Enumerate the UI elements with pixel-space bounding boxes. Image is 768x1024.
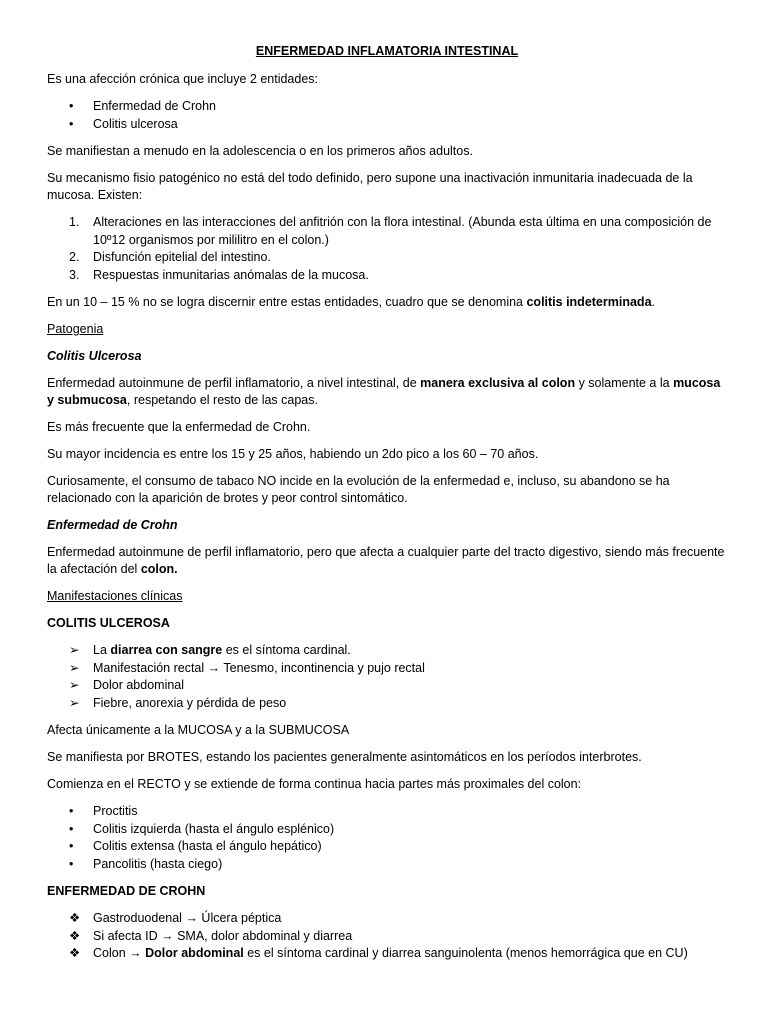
heading-colitis-ulcerosa-caps: COLITIS ULCEROSA (47, 616, 170, 630)
list-item: • Pancolitis (hasta ciego) (47, 856, 727, 874)
cu-symptoms-list (47, 642, 727, 712)
list-item: ➢ Fiebre, anorexia y pérdida de peso (47, 695, 727, 713)
cu-paragraph-4: Curiosamente, el consumo de tabaco NO incide en la evolución de la enfermedad e, incluso, su abandono se ha relacionado con la aparición de brotes y peor control sintomático. (47, 474, 670, 505)
list-item: 1. Alteraciones en las interacciones del anfitrión con la flora intestinal. (Abunda esta última en una composición de 10º12 organismos por mililitro en el colon.) (69, 215, 712, 247)
list-item: ❖ Colon → Dolor abdominal es el síntoma cardinal y diarrea sanguinolenta (menos hemorrágica que en CU) (47, 945, 727, 963)
diamond-bullet-icon: ❖ (69, 946, 81, 960)
list-item: • Colitis extensa (hasta el ángulo hepático) (47, 838, 727, 856)
list-item: 2. Disfunción epitelial del intestino. (47, 249, 727, 267)
intro-paragraph: Es una afección crónica que incluye 2 entidades: (47, 72, 319, 86)
cu-paragraph-7: Comienza en el RECTO y se extiende de forma continua hacia partes más proximales del colon: (47, 777, 582, 791)
bullet-icon: • (69, 839, 74, 853)
heading-patogenia: Patogenia (47, 322, 104, 336)
list-item: ➢ Manifestación rectal → Tenesmo, incontinencia y pujo rectal (47, 660, 727, 678)
crohn-paragraph-1: Enfermedad autoinmune de perfil inflamatorio, pero que afecta a cualquier parte del tracto digestivo, siendo más frecuente la afectación del colon. (47, 545, 725, 576)
extent-list (47, 803, 727, 873)
right-arrow-icon: → (185, 911, 198, 925)
cu-paragraph-3: Su mayor incidencia es entre los 15 y 25 años, habiendo un 2do pico a los 60 – 70 años. (47, 447, 539, 461)
list-number: 1. (69, 215, 80, 229)
heading-enfermedad-crohn-caps: ENFERMEDAD DE CROHN (47, 884, 206, 898)
list-number: 3. (69, 267, 80, 282)
indeterminate-paragraph: En un 10 – 15 % no se logra discernir entre estas entidades, cuadro que se denomina colitis indeterminada. (47, 295, 655, 309)
mechanism-paragraph: Su mecanismo fisio patogénico no está del todo definido, pero supone una inactivación inmunitaria inadecuada de la mucosa. Existen: (47, 171, 693, 202)
right-arrow-icon: → (129, 946, 142, 960)
mechanisms-list (47, 214, 727, 284)
document-page (47, 43, 727, 973)
heading-enfermedad-crohn: Enfermedad de Crohn (47, 518, 178, 532)
arrow-bullet-icon: ➢ (69, 643, 80, 657)
bullet-icon: • (69, 116, 74, 131)
list-item: • Colitis izquierda (hasta el ángulo esplénico) (47, 821, 727, 839)
right-arrow-icon: → (161, 928, 174, 943)
list-item: 3. Respuestas inmunitarias anómalas de la mucosa. (47, 267, 727, 285)
diamond-bullet-icon: ❖ (69, 928, 81, 943)
cu-paragraph-5: Afecta únicamente a la MUCOSA y a la SUBMUCOSA (47, 723, 350, 737)
bullet-icon: • (69, 99, 74, 113)
bullet-icon: • (69, 821, 74, 836)
arrow-bullet-icon: ➢ (69, 695, 80, 710)
list-item: • Proctitis (47, 803, 727, 821)
manifest-paragraph: Se manifiestan a menudo en la adolescencia o en los primeros años adultos. (47, 144, 473, 158)
arrow-bullet-icon: ➢ (69, 678, 80, 692)
bullet-icon: • (69, 856, 74, 871)
heading-manifestaciones: Manifestaciones clínicas (47, 589, 183, 603)
list-item: • Colitis ulcerosa (47, 116, 727, 134)
cu-paragraph-1: Enfermedad autoinmune de perfil inflamatorio, a nivel intestinal, de manera exclusiva al colon y solamente a la mucosa y submucosa, respetando el resto de las capas. (47, 376, 721, 407)
arrow-bullet-icon: ➢ (69, 660, 80, 675)
entities-list (47, 98, 727, 133)
right-arrow-icon: → (207, 660, 221, 675)
list-number: 2. (69, 250, 80, 264)
crohn-symptoms-list (47, 910, 727, 963)
list-item: ❖ Gastroduodenal → Úlcera péptica (47, 910, 727, 928)
heading-colitis-ulcerosa: Colitis Ulcerosa (47, 349, 142, 363)
cu-paragraph-6: Se manifiesta por BROTES, estando los pacientes generalmente asintomáticos en los períodos interbrotes. (47, 750, 642, 764)
document-title: ENFERMEDAD INFLAMATORIA INTESTINAL (255, 44, 519, 58)
list-item: • Enfermedad de Crohn (47, 98, 727, 116)
list-item: ➢ La diarrea con sangre es el síntoma cardinal. (47, 642, 727, 660)
cu-paragraph-2: Es más frecuente que la enfermedad de Crohn. (47, 420, 311, 434)
bullet-icon: • (69, 804, 74, 818)
list-item: ➢ Dolor abdominal (47, 677, 727, 695)
diamond-bullet-icon: ❖ (69, 911, 81, 925)
list-item: ❖ Si afecta ID → SMA, dolor abdominal y diarrea (47, 928, 727, 946)
